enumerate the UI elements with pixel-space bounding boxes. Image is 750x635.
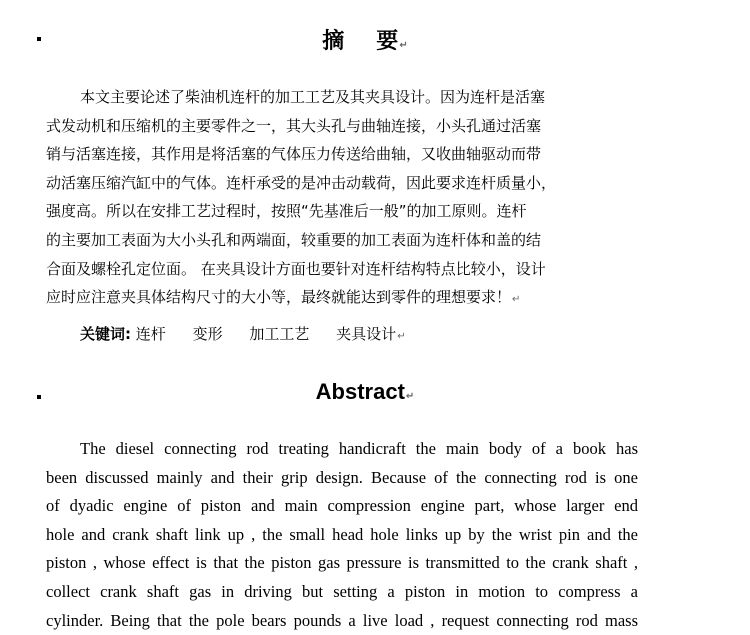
abstract-body-cn: [46, 83, 638, 312]
en-line: piston , whose effect is that the piston gas pressure is transmitted to the crank shaft ,: [46, 553, 638, 573]
keywords-label: 关键词:: [80, 325, 131, 343]
abstract-title-cn: [0, 24, 730, 55]
abstract-body-en: [46, 435, 638, 635]
cn-line: 的主要加工表面为大小头孔和两端面，较重要的加工表面为连杆体和盖的结: [46, 230, 542, 249]
en-line: collect crank shaft gas in driving but setting a piston in motion to compress a: [46, 581, 638, 601]
cn-line-last: [46, 283, 638, 312]
en-line: hole and crank shaft link up , the small head hole links up by the wrist pin and the: [46, 524, 638, 544]
cn-line-text: 应时应注意夹具体结构尺寸的大小等，最终就能达到零件的理想要求！: [46, 288, 512, 307]
keyword: 变形: [192, 325, 223, 343]
cn-line: 强度高。所以在安排工艺过程时，按照“先基准后一般”的加工原则。连杆: [46, 202, 527, 221]
keywords-line: [80, 323, 406, 344]
cn-line: 销与活塞连接，其作用是将活塞的气体压力传送给曲轴，又收曲轴驱动而带: [46, 145, 542, 164]
paragraph-mark: ↵: [512, 294, 521, 306]
abstract-title-text: Abstract: [315, 379, 405, 404]
keyword: 夹具设计: [336, 325, 397, 343]
paragraph-mark: ↵: [397, 331, 406, 342]
en-line: been discussed mainly and their grip design. Because of the connecting rod is one: [46, 467, 638, 487]
cn-line: 动活塞压缩汽缸中的气体。连杆承受的是冲击动载荷，因此要求连杆质量小，: [46, 173, 557, 192]
title-cn-char-1: 摘: [322, 29, 345, 54]
en-line: cylinder. Being that the pole bears pounds a live load , request connecting rod mass: [46, 610, 638, 630]
title-cn-char-2: 要: [376, 29, 399, 54]
paragraph-mark: ↵: [405, 391, 415, 402]
paragraph-mark: ↵: [399, 40, 408, 51]
en-line: The diesel connecting rod treating handicraft the main body of a book has: [80, 439, 638, 458]
keyword: 加工工艺: [249, 325, 310, 343]
en-line: of dyadic engine of piston and main compression engine part, whose larger end: [46, 496, 638, 516]
cn-line: 式发动机和压缩机的主要零件之一，其大头孔与曲轴连接，小头孔通过活塞: [46, 116, 542, 135]
keyword: 连杆: [135, 325, 166, 343]
abstract-title-en: [0, 379, 730, 405]
cn-line: 合面及螺栓孔定位面。 在夹具设计方面也要针对连杆结构特点比较小，设计: [46, 259, 546, 278]
cn-line: 本文主要论述了柴油机连杆的加工工艺及其夹具设计。因为连杆是活塞: [80, 88, 546, 106]
